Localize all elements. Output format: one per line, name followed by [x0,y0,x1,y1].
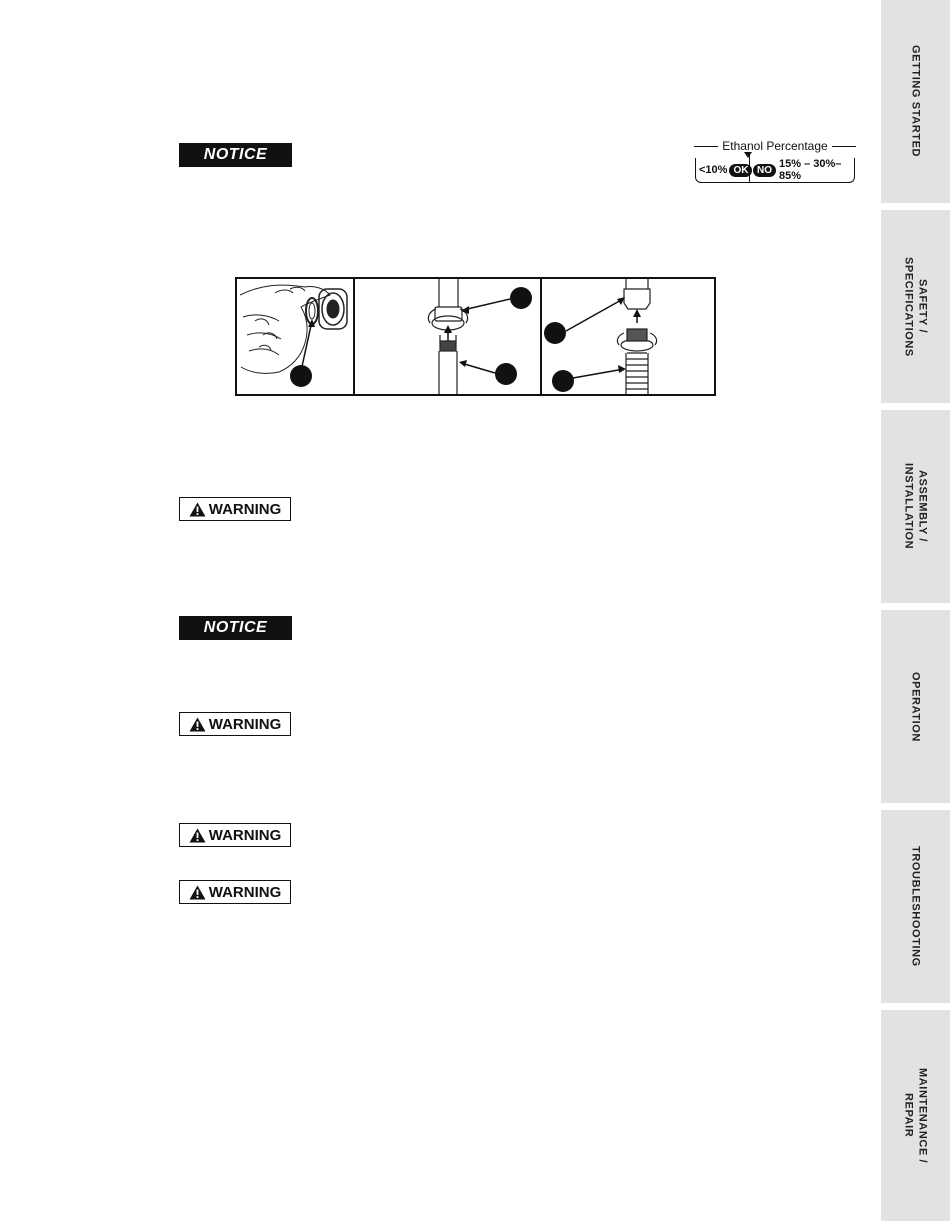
warning-label-1 [179,497,291,521]
ethanol-percentage-chart [694,138,856,186]
warning-label-2 [179,712,291,736]
tab-getting-started[interactable] [881,0,950,203]
ok-badge: OK [729,164,752,177]
tab-label: TROUBLESHOOTING [909,846,922,967]
ethanol-title: Ethanol Percentage [722,139,828,153]
callout-marker-icon [495,363,517,385]
warning-triangle-icon [189,717,206,732]
ethanol-no-values: 15% – 30%– 85% [779,158,842,182]
tab-assembly-installation[interactable] [881,410,950,603]
callout-marker-icon [510,287,532,309]
warning-text: WARNING [208,715,282,733]
ethanol-ok-group [696,161,751,179]
tab-maintenance-repair[interactable] [881,1010,950,1221]
tab-label: MAINTENANCE / REPAIR [902,1067,929,1164]
warning-triangle-icon [189,885,206,900]
ethanol-scale-box [695,158,855,183]
divider [832,146,856,147]
warning-text: WARNING [208,883,282,901]
warning-label-4 [179,880,291,904]
tab-troubleshooting[interactable] [881,810,950,1003]
callout-marker-icon [544,322,566,344]
warning-text: WARNING [208,500,282,518]
ethanol-ok-value: <10% [699,164,728,176]
no-badge: NO [753,164,776,177]
tab-label: SAFETY / SPECIFICATIONS [902,256,929,357]
ethanol-title-row [694,138,856,154]
warning-triangle-icon [189,828,206,843]
warning-triangle-icon [189,502,206,517]
divider [694,146,718,147]
notice-label-2: NOTICE [179,616,292,640]
notice-label-1: NOTICE [179,143,292,167]
callout-marker-icon [552,370,574,392]
warning-label-3 [179,823,291,847]
tab-operation[interactable] [881,610,950,803]
fuel-line-illustration [235,277,716,396]
tab-label: GETTING STARTED [909,45,922,158]
divider [749,155,750,182]
tab-label: ASSEMBLY / INSTALLATION [902,463,929,550]
section-tabs [881,0,950,1221]
ethanol-no-group [751,158,856,182]
warning-text: WARNING [208,826,282,844]
tab-label: OPERATION [909,671,922,742]
callout-marker-icon [290,365,312,387]
tab-safety-specifications[interactable] [881,210,950,403]
